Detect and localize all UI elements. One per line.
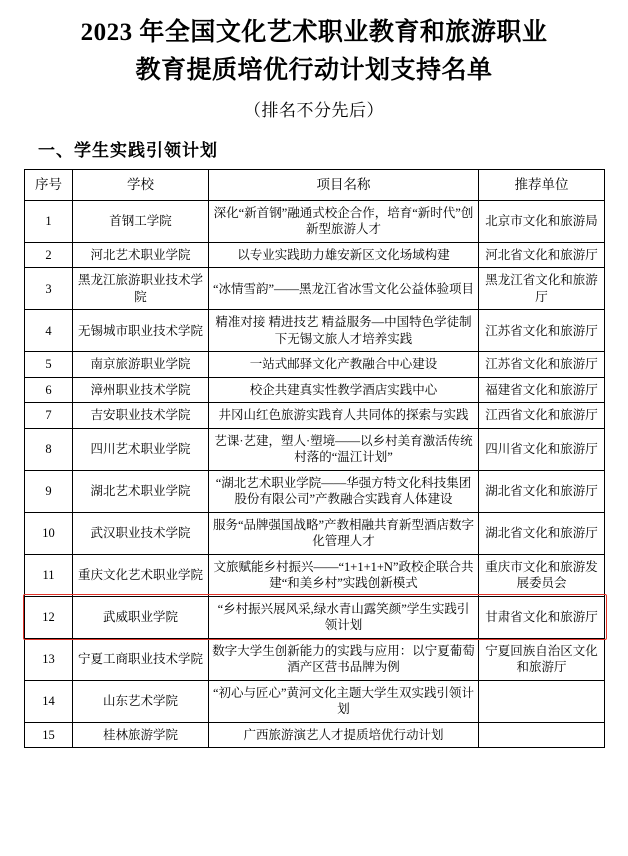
table-row: [25, 554, 605, 596]
page-title: [24, 14, 604, 90]
cell-unit: 四川省文化和旅游厅: [479, 428, 605, 470]
table-row: [25, 596, 605, 638]
cell-school: 黑龙江旅游职业技术学院: [73, 268, 209, 310]
cell-school: 武威职业学院: [73, 596, 209, 638]
section-heading: 一、学生实践引领计划: [38, 141, 218, 160]
cell-unit: 江苏省文化和旅游厅: [479, 310, 605, 352]
table-row: [25, 242, 605, 268]
cell-index: 8: [25, 428, 73, 470]
cell-index: 6: [25, 377, 73, 403]
cell-index: 9: [25, 470, 73, 512]
table-row: [25, 722, 605, 748]
table-row: [25, 638, 605, 680]
table-header: [25, 170, 605, 201]
cell-school: 漳州职业技术学院: [73, 377, 209, 403]
cell-school: 河北艺术职业学院: [73, 242, 209, 268]
column-header-project: 项目名称: [209, 170, 479, 201]
title-line-1: 2023 年全国文化艺术职业教育和旅游职业: [80, 19, 548, 46]
column-header-school: 学校: [73, 170, 209, 201]
cell-school: 湖北艺术职业学院: [73, 470, 209, 512]
cell-unit: 湖北省文化和旅游厅: [479, 512, 605, 554]
support-list-table: [24, 169, 605, 748]
cell-unit: [479, 680, 605, 722]
cell-unit: [479, 722, 605, 748]
cell-school: 武汉职业技术学院: [73, 512, 209, 554]
cell-project: 精准对接 精进技艺 精益服务—中国特色学徒制下无锡文旅人才培养实践: [209, 310, 479, 352]
cell-school: 四川艺术职业学院: [73, 428, 209, 470]
cell-school: 无锡城市职业技术学院: [73, 310, 209, 352]
cell-project: “湖北艺术职业学院——华强方特文化科技集团股份有限公司”产教融合实践育人体建设: [209, 470, 479, 512]
cell-project: 以专业实践助力雄安新区文化场域构建: [209, 242, 479, 268]
table-row: [25, 200, 605, 242]
cell-project: 一站式邮驿文化产教融合中心建设: [209, 352, 479, 378]
cell-project: “初心与匠心”黄河文化主题大学生双实践引领计划: [209, 680, 479, 722]
cell-unit: 宁夏回族自治区文化和旅游厅: [479, 638, 605, 680]
title-line-2: 教育提质培优行动计划支持名单: [135, 57, 493, 84]
cell-unit: 湖北省文化和旅游厅: [479, 470, 605, 512]
cell-unit: 甘肃省文化和旅游厅: [479, 596, 605, 638]
cell-unit: 江西省文化和旅游厅: [479, 403, 605, 429]
cell-unit: 江苏省文化和旅游厅: [479, 352, 605, 378]
cell-project: 艺课·艺建，塑人·塑境——以乡村美育激活传统村落的“温江计划”: [209, 428, 479, 470]
cell-unit: 重庆市文化和旅游发展委员会: [479, 554, 605, 596]
cell-school: 重庆文化艺术职业学院: [73, 554, 209, 596]
table-row: [25, 470, 605, 512]
column-header-unit: 推荐单位: [479, 170, 605, 201]
cell-index: 7: [25, 403, 73, 429]
cell-unit: 北京市文化和旅游局: [479, 200, 605, 242]
table-row: [25, 310, 605, 352]
table-row: [25, 428, 605, 470]
cell-school: 南京旅游职业学院: [73, 352, 209, 378]
cell-index: 2: [25, 242, 73, 268]
cell-project: “冰情雪韵”——黑龙江省冰雪文化公益体验项目: [209, 268, 479, 310]
cell-index: 3: [25, 268, 73, 310]
cell-project: 校企共建真实性教学酒店实践中心: [209, 377, 479, 403]
document-subtitle: （排名不分先后）: [244, 101, 384, 120]
cell-project: “乡村振兴展风采,绿水青山露笑颜”学生实践引领计划: [209, 596, 479, 638]
cell-index: 10: [25, 512, 73, 554]
cell-index: 4: [25, 310, 73, 352]
cell-school: 宁夏工商职业技术学院: [73, 638, 209, 680]
cell-project: 深化“新首钢”融通式校企合作，培育“新时代”创新型旅游人才: [209, 200, 479, 242]
cell-project: 文旅赋能乡村振兴——“1+1+1+N”政校企联合共建“和美乡村”实践创新模式: [209, 554, 479, 596]
cell-school: 吉安职业技术学院: [73, 403, 209, 429]
cell-unit: 黑龙江省文化和旅游厅: [479, 268, 605, 310]
cell-index: 13: [25, 638, 73, 680]
cell-index: 5: [25, 352, 73, 378]
cell-project: 井冈山红色旅游实践育人共同体的探索与实践: [209, 403, 479, 429]
cell-school: 首钢工学院: [73, 200, 209, 242]
table-row: [25, 352, 605, 378]
cell-index: 15: [25, 722, 73, 748]
table-row: [25, 268, 605, 310]
table-body: [25, 200, 605, 748]
cell-school: 山东艺术学院: [73, 680, 209, 722]
column-header-index: 序号: [25, 170, 73, 201]
table-row: [25, 680, 605, 722]
cell-index: 12: [25, 596, 73, 638]
cell-index: 1: [25, 200, 73, 242]
cell-project: 服务“品牌强国战略”产教相融共育新型酒店数字化管理人才: [209, 512, 479, 554]
cell-index: 14: [25, 680, 73, 722]
table-header-row: [25, 170, 605, 201]
table-row: [25, 377, 605, 403]
table-row: [25, 512, 605, 554]
cell-project: 广西旅游演艺人才提质培优行动计划: [209, 722, 479, 748]
table-row: [25, 403, 605, 429]
cell-school: 桂林旅游学院: [73, 722, 209, 748]
cell-unit: 河北省文化和旅游厅: [479, 242, 605, 268]
cell-unit: 福建省文化和旅游厅: [479, 377, 605, 403]
cell-index: 11: [25, 554, 73, 596]
cell-project: 数字大学生创新能力的实践与应用：以宁夏葡萄酒产区营书品牌为例: [209, 638, 479, 680]
